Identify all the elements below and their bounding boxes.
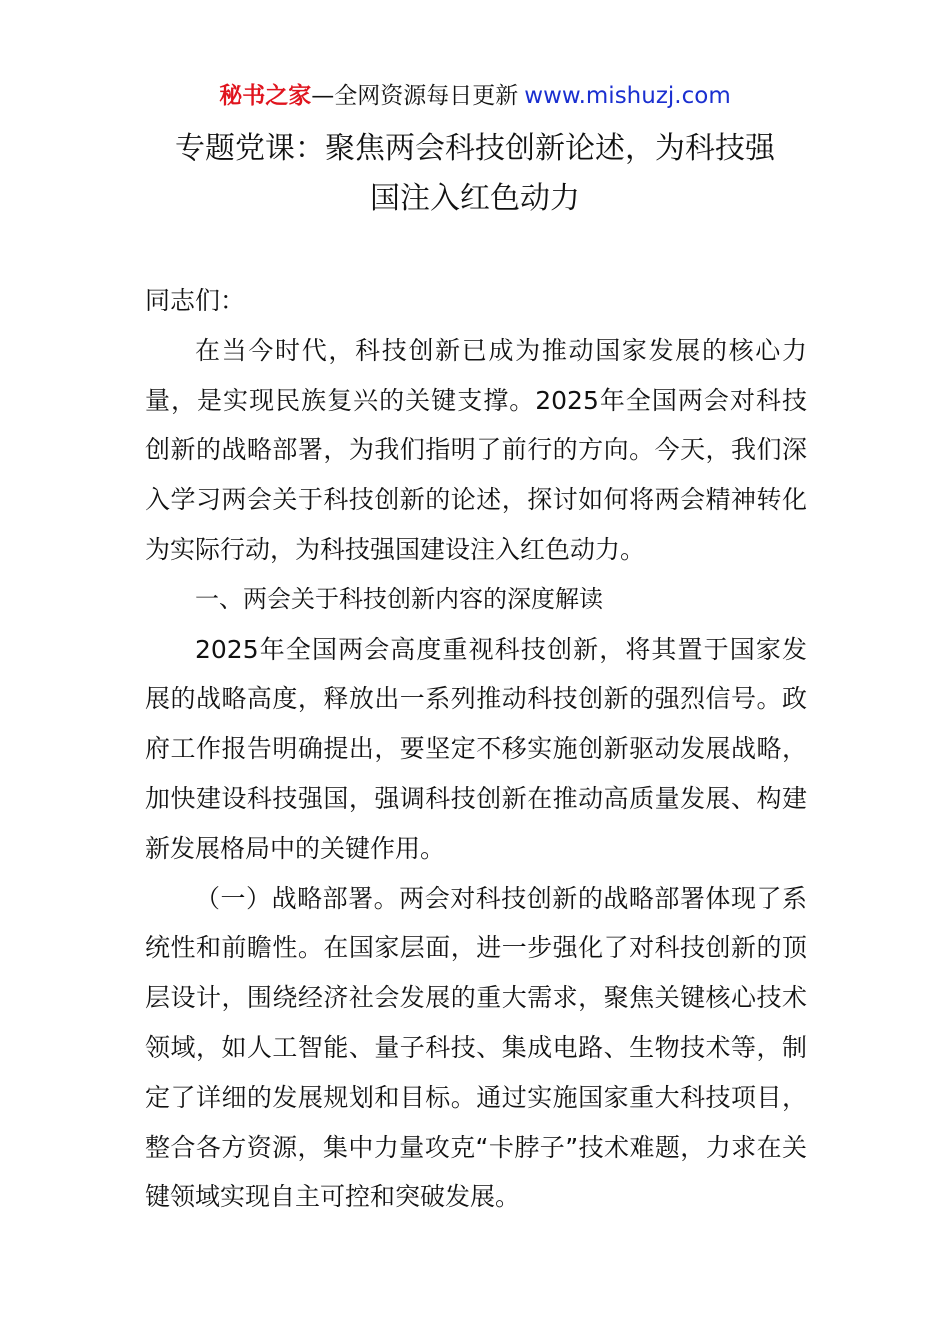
section-1-heading: 一、两会关于科技创新内容的深度解读 bbox=[195, 584, 603, 613]
brand-name: 秘书之家 bbox=[219, 83, 312, 109]
intro-paragraph: 在当今时代，科技创新已成为推动国家发展的核心力量，是实现民族复兴的关键支撑。2025年全国两会对科技创新的战略部署，为我们指明了前行的方向。今天，我们深入学习两会关于科技创新的论述，探讨如何将两会精神转化为实际行动，为科技强国建设注入红色动力。 bbox=[145, 335, 807, 564]
document-body bbox=[145, 276, 807, 1222]
header-tagline: —全网资源每日更新 bbox=[311, 83, 519, 109]
site-header bbox=[0, 80, 950, 112]
title-line-1: 专题党课：聚焦两会科技创新论述，为科技强 bbox=[175, 131, 775, 166]
section-1-paragraph: 2025年全国两会高度重视科技创新，将其置于国家发展的战略高度，释放出一系列推动科技创新的强烈信号。政府工作报告明确提出，要坚定不移实施创新驱动发展战略，加快建设科技强国，强调科技创新在推动高质量发展、构建新发展格局中的关键作用。 bbox=[145, 634, 807, 863]
salutation: 同志们： bbox=[145, 286, 246, 315]
subsection-1-paragraph: （一）战略部署。两会对科技创新的战略部署体现了系统性和前瞻性。在国家层面，进一步强化了对科技创新的顶层设计，围绕经济社会发展的重大需求，聚焦关键核心技术领域，如人工智能、量子科技、集成电路、生物技术等，制定了详细的发展规划和目标。通过实施国家重大科技项目，整合各方资源，集中力量攻克“卡脖子”技术难题，力求在关键领域实现自主可控和突破发展。 bbox=[145, 883, 807, 1212]
title-line-2: 国注入红色动力 bbox=[370, 181, 580, 216]
document-title bbox=[140, 124, 810, 224]
site-url-link[interactable]: www.mishuzj.com bbox=[524, 83, 731, 109]
